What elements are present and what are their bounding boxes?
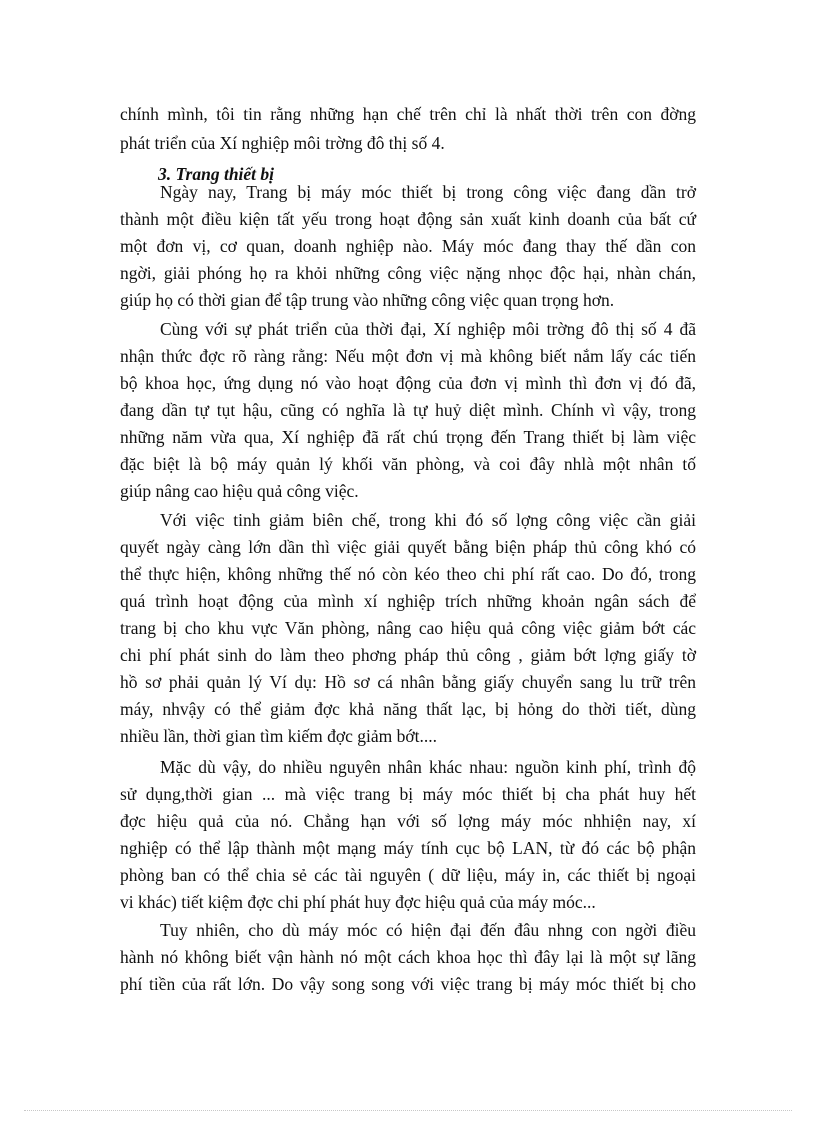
paragraph-line: một đơn vị, cơ quan, doanh nghiệp nào. Máy móc đang thay thế dần con — [120, 236, 696, 256]
paragraph-line: thành một điều kiện tất yếu trong hoạt động sản xuất kinh doanh của bất cứ — [120, 209, 696, 229]
paragraph-line: Ngày nay, Trang bị máy móc thiết bị trong công việc đang dần trở — [160, 182, 696, 202]
paragraph-line: hành nó không biết vận hành nó một cách khoa học thì đây lại là một sự lãng — [120, 947, 696, 967]
paragraph-line: ngời, giải phóng họ ra khỏi những công việc nặng nhọc độc hại, nhàn chán, — [120, 263, 696, 283]
paragraph-line: phòng ban có thể chia sẻ các tài nguyên ( dữ liệu, máy in, các thiết bị ngoại — [120, 865, 696, 885]
section-heading: 3. Trang thiết bị — [158, 164, 275, 184]
paragraph-line: trang bị cho khu vực Văn phòng, nâng cao hiệu quả công việc giảm bớt các — [120, 618, 696, 638]
page-bottom-divider — [24, 1110, 792, 1111]
paragraph-line: máy, nhvậy có thể giảm đợc khả năng thất lạc, bị hỏng do thời tiết, dùng — [120, 699, 696, 719]
paragraph-line: giúp nâng cao hiệu quả công việc. — [120, 481, 359, 501]
paragraph-line: đợc hiệu quả của nó. Chẳng hạn với số lợng máy móc nhhiện nay, xí — [120, 811, 696, 831]
paragraph-line: bộ khoa học, ứng dụng nó vào hoạt động của đơn vị mình thì đơn vị đó đã, — [120, 373, 696, 393]
paragraph-line: hồ sơ phải quản lý Ví dụ: Hồ sơ cá nhân bằng giấy chuyển sang lu trữ trên — [120, 672, 696, 692]
intro-line: phát triển của Xí nghiệp môi trờng đô thị số 4. — [120, 133, 445, 153]
paragraph-line: Cùng với sự phát triển của thời đại, Xí nghiệp môi trờng đô thị số 4 đã — [160, 319, 696, 339]
paragraph-line: thể thực hiện, không những thế nó còn kéo theo chi phí rất cao. Do đó, trong — [120, 564, 696, 584]
paragraph-line: nhận thức đợc rõ ràng rằng: Nếu một đơn vị mà không biết nắm lấy các tiến — [120, 346, 696, 366]
paragraph-line: vi khác) tiết kiệm đợc chi phí phát huy đợc hiệu quả của máy móc... — [120, 892, 596, 912]
paragraph-line: những năm vừa qua, Xí nghiệp đã rất chú trọng đến Trang thiết bị làm việc — [120, 427, 696, 447]
paragraph-line: nhiều lần, thời gian tìm kiếm đợc giảm bớt.... — [120, 726, 437, 746]
intro-line: chính mình, tôi tin rằng những hạn chế trên chỉ là nhất thời trên con đờng — [120, 104, 696, 124]
paragraph-line: chi phí phát sinh do làm theo phơng pháp thủ công , giảm bớt lợng giấy tờ — [120, 645, 696, 665]
paragraph-line: quá trình hoạt động của mình xí nghiệp trích những khoản ngân sách để — [120, 591, 696, 611]
paragraph-line: Mặc dù vậy, do nhiều nguyên nhân khác nhau: nguồn kinh phí, trình độ — [160, 757, 696, 777]
paragraph-line: sử dụng,thời gian ... mà việc trang bị máy móc thiết bị cha phát huy hết — [120, 784, 696, 804]
paragraph-line: Tuy nhiên, cho dù máy móc có hiện đại đến đâu nhng con ngời điều — [160, 920, 696, 940]
paragraph-line: đặc biệt là bộ máy quản lý khối văn phòng, và coi đây nhlà một nhân tố — [120, 454, 696, 474]
paragraph-line: đang dần tự tụt hậu, cũng có nghĩa là tự huỷ diệt mình. Chính vì vậy, trong — [120, 400, 696, 420]
paragraph-line: Với việc tinh giảm biên chế, trong khi đó số lợng công việc cần giải — [160, 510, 696, 530]
paragraph-line: nghiệp có thể lập thành một mạng máy tính cục bộ LAN, từ đó các bộ phận — [120, 838, 696, 858]
paragraph-line: giúp họ có thời gian để tập trung vào những công việc quan trọng hơn. — [120, 290, 615, 310]
paragraph-line: phí tiền của rất lớn. Do vậy song song với việc trang bị máy móc thiết bị cho — [120, 974, 696, 994]
paragraph-line: quyết ngày càng lớn dần thì việc giải quyết bằng biện pháp thủ công khó có — [120, 537, 696, 557]
